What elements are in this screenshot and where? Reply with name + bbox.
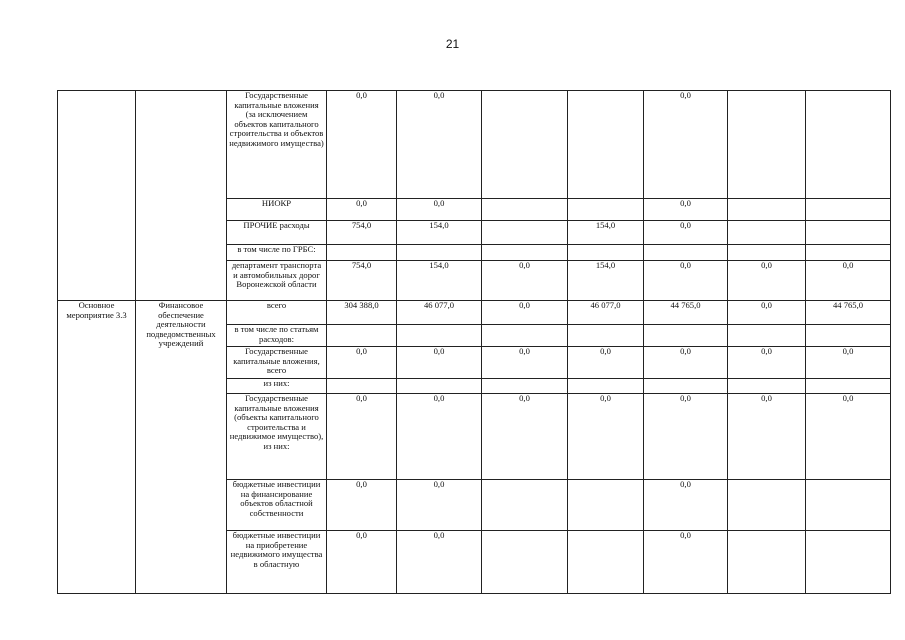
- value-cell: [482, 221, 568, 245]
- value-cell: [728, 480, 806, 531]
- value-cell: [728, 245, 806, 261]
- value-cell: [482, 325, 568, 347]
- value-cell: [397, 325, 482, 347]
- value-cell: 0,0: [397, 394, 482, 480]
- value-cell: [806, 325, 891, 347]
- value-cell: [482, 480, 568, 531]
- value-cell: 0,0: [806, 261, 891, 301]
- value-cell: [728, 325, 806, 347]
- row-label: НИОКР: [227, 199, 327, 221]
- value-cell: [568, 531, 644, 594]
- value-cell: [728, 221, 806, 245]
- value-cell: 0,0: [644, 480, 728, 531]
- value-cell: 0,0: [644, 347, 728, 379]
- value-cell: 0,0: [644, 394, 728, 480]
- page-number: 21: [445, 37, 460, 51]
- value-cell: 0,0: [728, 261, 806, 301]
- value-cell: 154,0: [568, 261, 644, 301]
- value-cell: 0,0: [327, 480, 397, 531]
- row-label: всего: [227, 301, 327, 325]
- value-cell: [482, 531, 568, 594]
- value-cell: 0,0: [644, 199, 728, 221]
- row-label: бюджетные инвестиции на финансирование объектов областной собственности: [227, 480, 327, 531]
- value-cell: [327, 325, 397, 347]
- value-cell: [397, 245, 482, 261]
- row-label: ПРОЧИЕ расходы: [227, 221, 327, 245]
- value-cell: 0,0: [327, 531, 397, 594]
- value-cell: 754,0: [327, 221, 397, 245]
- row-label: из них:: [227, 379, 327, 394]
- value-cell: 0,0: [482, 347, 568, 379]
- value-cell: [644, 325, 728, 347]
- value-cell: [806, 245, 891, 261]
- value-cell: 0,0: [482, 394, 568, 480]
- value-cell: [482, 199, 568, 221]
- value-cell: [644, 379, 728, 394]
- empty-status-cell: [58, 91, 136, 301]
- value-cell: [806, 199, 891, 221]
- value-cell: 0,0: [644, 91, 728, 199]
- row-label: Государственные капитальные вложения (за исключением объектов капитального строительства и объектов недвижимого имущества): [227, 91, 327, 199]
- row-label: Государственные капитальные вложения, всего: [227, 347, 327, 379]
- value-cell: 154,0: [568, 221, 644, 245]
- value-cell: 0,0: [728, 394, 806, 480]
- row-label: в том числе по статьям расходов:: [227, 325, 327, 347]
- value-cell: [728, 91, 806, 199]
- value-cell: [327, 245, 397, 261]
- value-cell: 0,0: [327, 394, 397, 480]
- value-cell: 0,0: [397, 347, 482, 379]
- value-cell: 0,0: [644, 531, 728, 594]
- value-cell: 304 388,0: [327, 301, 397, 325]
- value-cell: [482, 245, 568, 261]
- row-label: бюджетные инвестиции на приобретение недвижимого имущества в областную: [227, 531, 327, 594]
- value-cell: [482, 379, 568, 394]
- value-cell: 0,0: [482, 261, 568, 301]
- value-cell: 0,0: [568, 347, 644, 379]
- activity-status-cell: Основное мероприятие 3.3: [58, 301, 136, 594]
- value-cell: 754,0: [327, 261, 397, 301]
- value-cell: [327, 379, 397, 394]
- table-row: [58, 91, 891, 199]
- value-cell: 0,0: [397, 91, 482, 199]
- value-cell: 0,0: [327, 199, 397, 221]
- budget-table: [57, 90, 891, 594]
- value-cell: 0,0: [728, 347, 806, 379]
- row-label: Государственные капитальные вложения (объекты капитального строительства и недвижимое имущество), из них:: [227, 394, 327, 480]
- value-cell: 0,0: [327, 91, 397, 199]
- value-cell: 0,0: [728, 301, 806, 325]
- value-cell: [806, 91, 891, 199]
- value-cell: 46 077,0: [397, 301, 482, 325]
- value-cell: [568, 199, 644, 221]
- value-cell: 0,0: [482, 301, 568, 325]
- value-cell: 0,0: [397, 480, 482, 531]
- value-cell: 154,0: [397, 261, 482, 301]
- row-label: департамент транспорта и автомобильных дорог Воронежской области: [227, 261, 327, 301]
- value-cell: 0,0: [568, 394, 644, 480]
- value-cell: [728, 531, 806, 594]
- value-cell: 0,0: [644, 221, 728, 245]
- value-cell: [806, 379, 891, 394]
- value-cell: 0,0: [644, 261, 728, 301]
- value-cell: [806, 480, 891, 531]
- value-cell: 44 765,0: [644, 301, 728, 325]
- value-cell: [568, 245, 644, 261]
- value-cell: [568, 325, 644, 347]
- value-cell: [568, 379, 644, 394]
- empty-name-cell: [136, 91, 227, 301]
- value-cell: 44 765,0: [806, 301, 891, 325]
- value-cell: 0,0: [806, 394, 891, 480]
- value-cell: 0,0: [806, 347, 891, 379]
- row-label: в том числе по ГРБС:: [227, 245, 327, 261]
- value-cell: [728, 199, 806, 221]
- value-cell: [728, 379, 806, 394]
- value-cell: [568, 480, 644, 531]
- value-cell: [568, 91, 644, 199]
- value-cell: 46 077,0: [568, 301, 644, 325]
- value-cell: [806, 531, 891, 594]
- value-cell: [482, 91, 568, 199]
- table-row: [58, 301, 891, 325]
- value-cell: 154,0: [397, 221, 482, 245]
- value-cell: 0,0: [397, 199, 482, 221]
- value-cell: [806, 221, 891, 245]
- value-cell: 0,0: [397, 531, 482, 594]
- activity-name-cell: Финансовое обеспечение деятельности подведомственных учреждений: [136, 301, 227, 594]
- value-cell: 0,0: [327, 347, 397, 379]
- value-cell: [397, 379, 482, 394]
- value-cell: [644, 245, 728, 261]
